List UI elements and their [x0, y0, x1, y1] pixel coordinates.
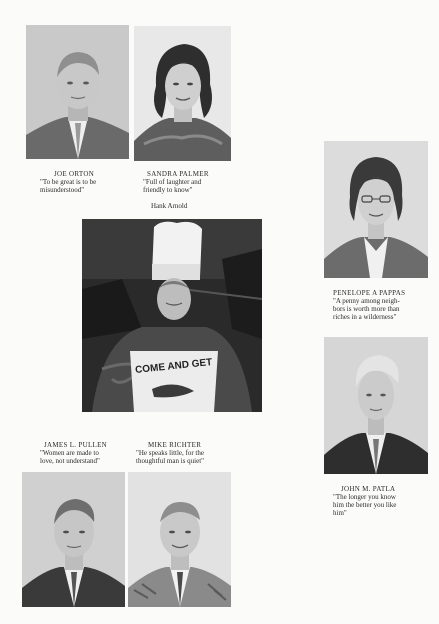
senior-name: JOHN M. PATLA — [341, 485, 396, 493]
senior-quote: misunderstood" — [40, 186, 85, 194]
senior-quote: love, not understand" — [40, 457, 100, 465]
caption-joe-orton — [40, 170, 96, 194]
senior-quote: "A penny among neigh- — [333, 297, 400, 305]
senior-name: JOE ORTON — [54, 170, 95, 178]
caption-john-patla — [333, 485, 396, 517]
senior-name: PENELOPE A PAPPAS — [333, 289, 406, 297]
senior-quote: "To be great is to be — [40, 178, 97, 186]
caption-penelope-pappas — [333, 289, 405, 321]
senior-quote: "He speaks little, for the — [136, 449, 204, 457]
senior-name: MIKE RICHTER — [148, 441, 202, 449]
senior-quote: riches in a wilderness" — [333, 313, 397, 321]
senior-name: JAMES L. PULLEN — [44, 441, 108, 449]
senior-quote: "Women are made to — [40, 449, 99, 457]
candid-photo-hank-arnold — [82, 219, 262, 412]
portrait-john-patla — [324, 337, 428, 474]
caption-sandra-palmer — [143, 170, 209, 194]
senior-quote: bors is worth more than — [333, 305, 400, 313]
candid-caption: Hank Arnold — [151, 202, 188, 210]
senior-quote: him the better you like — [333, 501, 397, 509]
senior-quote: him" — [333, 509, 347, 517]
apron-text: COME AND GET — [134, 356, 213, 377]
senior-quote: "The longer you know — [333, 493, 396, 501]
senior-quote: friendly to know" — [143, 186, 193, 194]
senior-quote: thoughtful man is quiet" — [136, 457, 204, 465]
portrait-james-pullen — [22, 472, 125, 607]
portrait-sandra-palmer — [134, 26, 231, 161]
portrait-joe-orton — [26, 25, 129, 159]
senior-name: SANDRA PALMER — [147, 170, 209, 178]
caption-mike-richter — [136, 441, 204, 465]
senior-quote: "Full of laughter and — [143, 178, 202, 186]
portrait-penelope-pappas — [324, 141, 428, 278]
caption-james-pullen — [40, 441, 107, 465]
portrait-mike-richter — [128, 472, 231, 607]
